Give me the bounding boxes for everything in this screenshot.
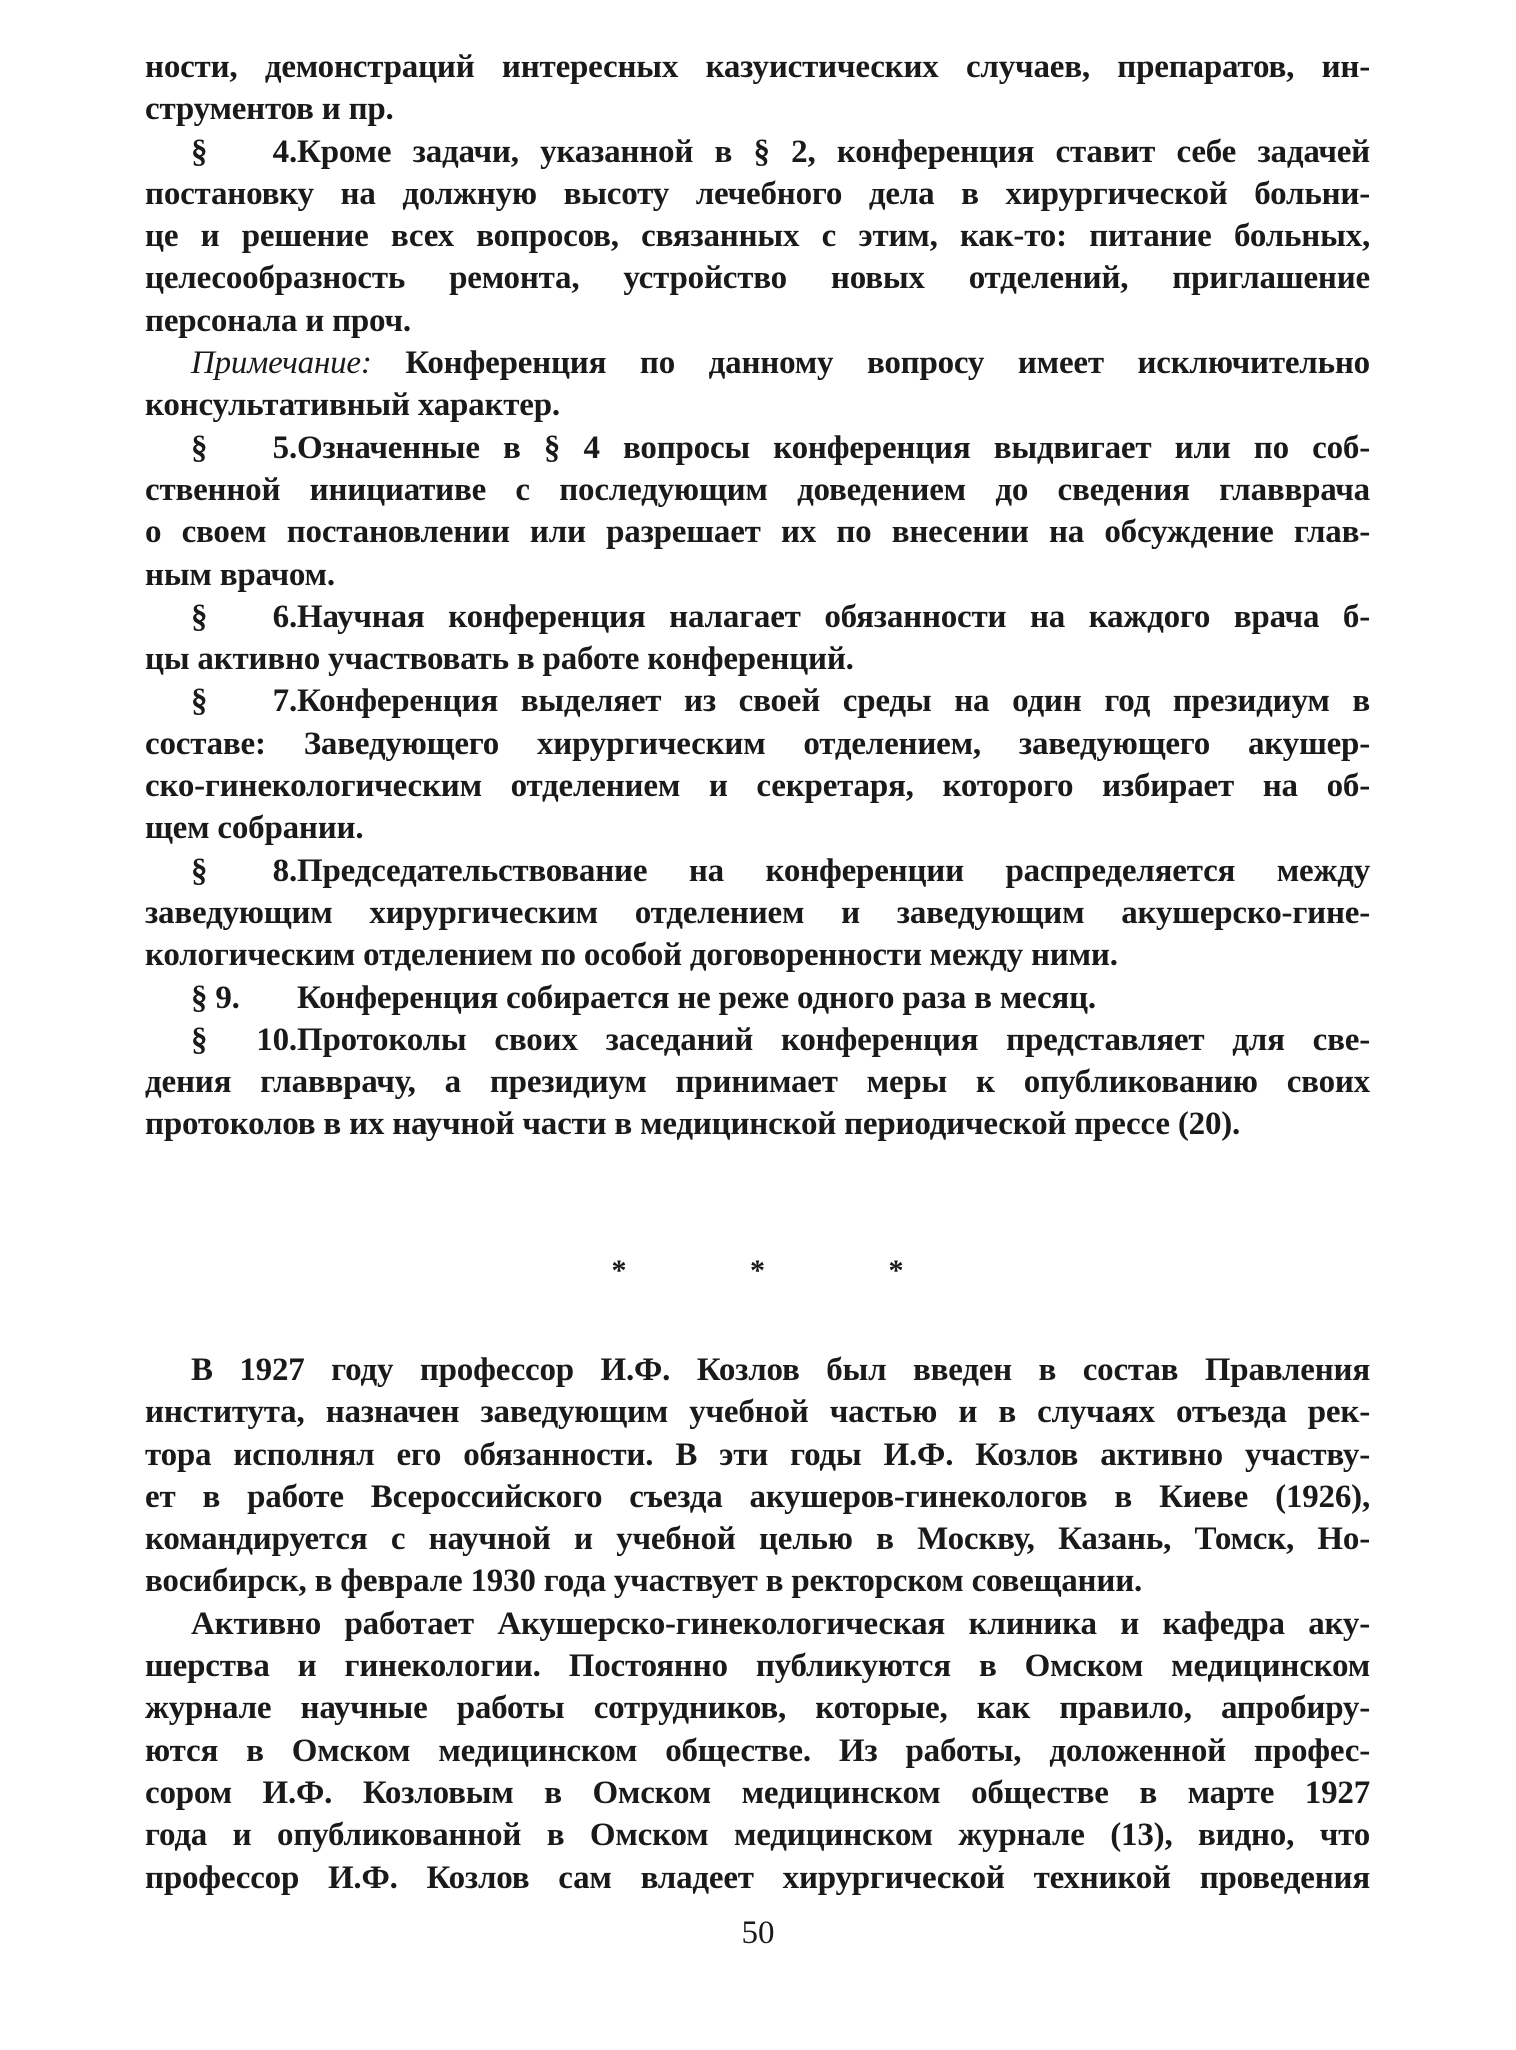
text-line: персонала и проч. [145,302,411,339]
text-line: профессор И.Ф. Козлов сам владеет хирургической техникой проведения [145,1859,1370,1896]
text-line: постановку на должную высоту лечебного дела в хирургической больни- [145,175,1370,212]
text-line: ным врачом. [145,556,335,593]
text-line [145,342,1370,384]
text-line: ско-гинекологическим отделением и секретаря, которого избирает на об- [145,768,1370,805]
section-separator: * * * [611,1254,962,1287]
paragraph-section-9 [145,977,1370,1019]
text-line: о своем постановлении или разрешает их по внесении на обсуждение глав- [145,514,1370,551]
text-line [145,850,1370,892]
text-line: ет в работе Всероссийского съезда акушеров-гинекологов в Киеве (1926), [145,1478,1370,1515]
text-line: струментов и пр. [145,91,394,128]
paragraph-continuation [145,46,1370,131]
text-line: составе: Заведующего хирургическим отделением, заведующего акушер- [145,725,1370,762]
paragraph-section-10 [145,1019,1370,1146]
section-number: § 4. [191,133,297,170]
section-number: § 10. [191,1021,297,1058]
text-line [145,596,1370,638]
text-line: целесообразность ремонта, устройство новых отделений, приглашение [145,260,1370,297]
note-label: Примечание: [191,345,372,382]
text-fragment: Председательствование на конференции распределяется между [297,852,1370,889]
text-fragment: Протоколы своих заседаний конференция представляет для све- [297,1021,1370,1058]
paragraph-section-6 [145,596,1370,681]
text-fragment: Конференция по данному вопросу имеет исключительно [405,345,1370,382]
paragraph-section-5 [145,427,1370,596]
text-fragment: Кроме задачи, указанной в § 2, конференция ставит себе задачей [297,133,1370,170]
text-line: протоколов в их научной части в медицинской периодической прессе (20). [145,1106,1241,1143]
text-line: це и решение всех вопросов, связанных с этим, как-то: питание больных, [145,218,1370,255]
text-line [145,131,1370,173]
text-line: института, назначен заведующим учебной частью и в случаях отъезда рек- [145,1394,1370,1431]
text-line: дения главврачу, а президиум принимает меры к опубликованию своих [145,1064,1370,1101]
text-line: шерства и гинекологии. Постоянно публикуются в Омском медицинском [145,1648,1370,1685]
page-body [145,46,1370,1896]
text-line: ности, демонстраций интересных казуистических случаев, препаратов, ин- [145,49,1370,85]
text-line: кологическим отделением по особой договоренности между ними. [145,937,1118,974]
paragraph-narrative-2 [145,1603,1370,1899]
text-line: тора исполнял его обязанности. В эти годы И.Ф. Козлов активно участву- [145,1436,1370,1473]
section-number: § 6. [191,598,297,635]
text-fragment: Означенные в § 4 вопросы конференция выдвигает или по соб- [297,429,1370,466]
paragraph-section-4 [145,131,1370,342]
text-line: консультативный характер. [145,387,560,424]
text-line: журнале научные работы сотрудников, которые, как правило, апробиру- [145,1690,1370,1727]
text-line: командируется с научной и учебной целью в Москву, Казань, Томск, Но- [145,1521,1370,1558]
text-line: сором И.Ф. Козловым в Омском медицинском обществе в марте 1927 [145,1774,1370,1811]
text-line: заведующим хирургическим отделением и заведующим акушерско-гине- [145,894,1370,931]
section-number: § 7. [191,683,297,720]
text-line: восибирск, в феврале 1930 года участвует в ректорском совещании. [145,1563,1143,1600]
paragraph-section-7 [145,680,1370,849]
text-fragment: Научная конференция налагает обязанности на каждого врача б- [297,598,1370,635]
text-line [145,977,1370,1019]
text-fragment: Конференция собирается не реже одного раза в месяц. [297,979,1096,1016]
text-fragment: Конференция выделяет из своей среды на один год президиум в [297,683,1370,720]
text-line: В 1927 году профессор И.Ф. Козлов был введен в состав Правления [191,1352,1370,1388]
text-line [145,680,1370,722]
paragraph-note [145,342,1370,427]
page-number: 50 [741,1915,775,1951]
text-line: ственной инициативе с последующим доведением до сведения главврача [145,471,1370,508]
paragraph-section-8 [145,850,1370,977]
section-number: § 5. [191,429,297,466]
text-line [145,1019,1370,1061]
narrative-block [145,1349,1370,1899]
text-line: цы активно участвовать в работе конференций. [145,641,854,678]
text-line: щем собрании. [145,810,364,847]
text-line: года и опубликованной в Омском медицинском журнале (13), видно, что [145,1817,1370,1854]
paragraph-narrative-1 [145,1349,1370,1603]
text-line [145,427,1370,469]
text-line: Активно работает Акушерско-гинекологическая клиника и кафедра аку- [191,1605,1370,1642]
section-number: § 9. [191,979,240,1016]
section-number: § 8. [191,852,297,889]
text-line: ются в Омском медицинском обществе. Из работы, доложенной профес- [145,1732,1370,1769]
